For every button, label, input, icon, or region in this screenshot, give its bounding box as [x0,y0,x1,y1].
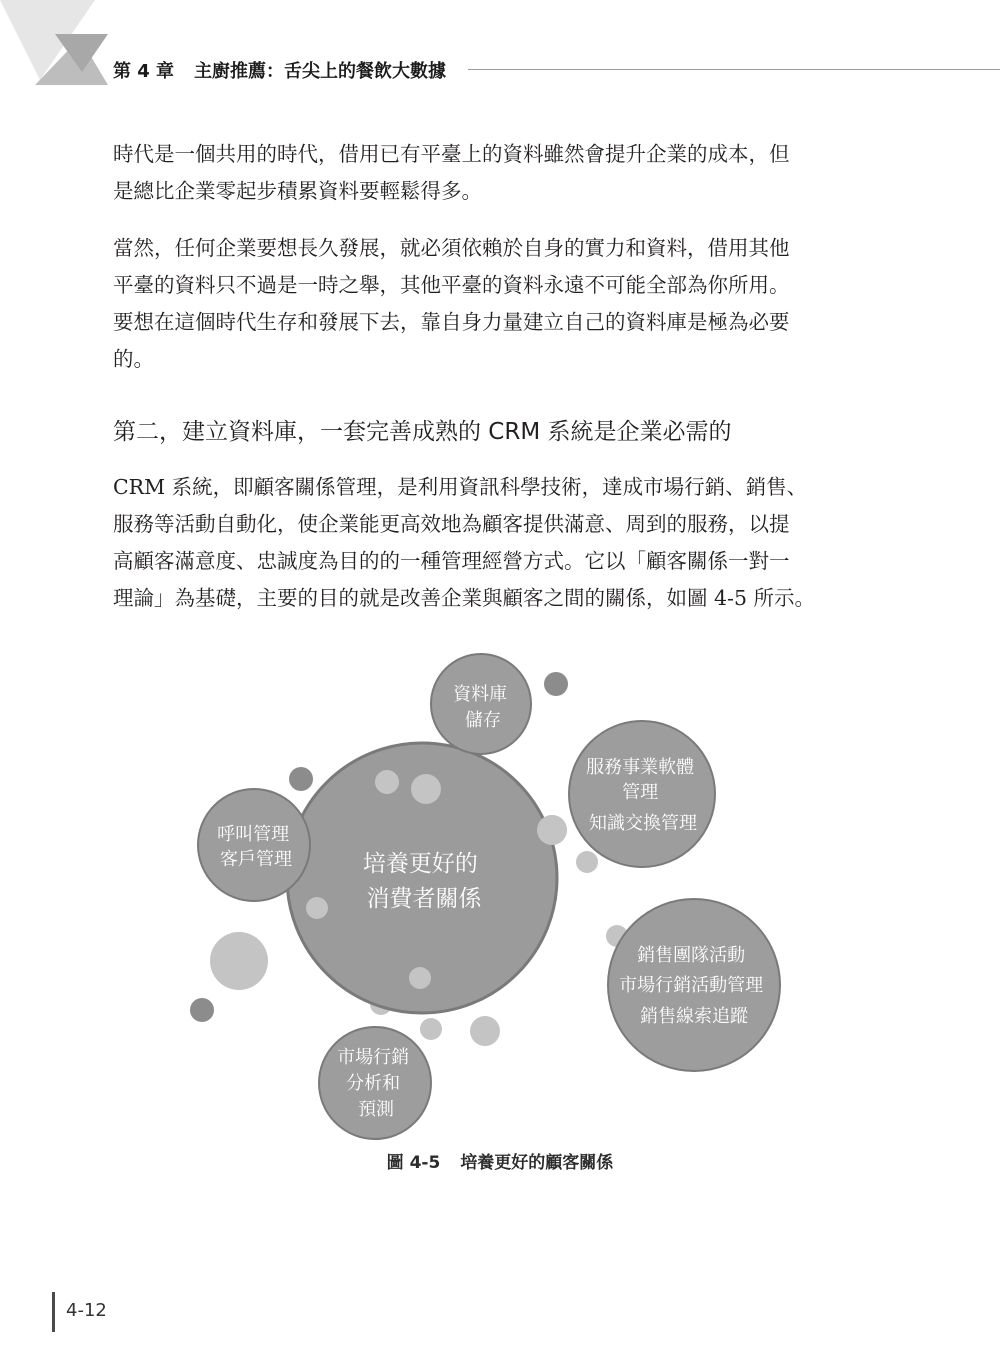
corner-triangle-decoration [0,0,110,90]
sales-bubble-line: 銷售團隊活動 [637,945,746,966]
section-heading: 第二，建立資料庫，一套完善成熟的 CRM 系統是企業必需的 [113,419,732,445]
svg-text:銷售團隊活動 市場行銷活動管理 銷售線索追蹤 [619,945,769,1027]
figure-caption [0,1148,1000,1173]
crm-bubble-diagram [0,630,1000,1150]
page-number-bar [52,1292,55,1332]
chapter-title: 主廚推薦：舌尖上的餐飲大數據 [194,61,447,82]
paragraph-2 [113,230,873,378]
decor-dot [409,967,431,989]
paragraph-1-line: 時代是一個共用的時代，借用已有平臺上的資料雖然會提升企業的成本，但 [113,142,790,166]
figure-caption-label: 圖 4-5 [386,1153,441,1173]
paragraph-2-line: 的。 [113,347,154,371]
decor-dot [411,774,441,804]
sales-bubble-line: 市場行銷活動管理 [619,975,764,996]
call-bubble-line: 呼叫管理 [217,824,290,845]
call-bubble [198,789,310,901]
paragraph-1-line: 是總比企業零起步積累資料要輕鬆得多。 [113,179,482,203]
center-bubble-line: 消費者關係 [366,886,482,912]
decor-dot [470,1016,500,1046]
marketing-bubble-line: 預測 [358,1099,394,1120]
crm-paragraph-line: 理論」為基礎，主要的目的就是改善企業與顧客之間的關係，如圖 4-5 所示。 [113,586,816,610]
crm-paragraph-line: 服務等活動自動化，使企業能更高效地為顧客提供滿意、周到的服務，以提 [113,512,790,536]
chapter-header [113,55,446,85]
decor-dot [375,770,399,794]
service-bubble-line: 服務事業軟體 [586,757,695,778]
decor-dot [544,672,568,696]
decor-dot [420,1018,442,1040]
sales-bubble-line: 銷售線索追蹤 [640,1006,748,1027]
paragraph-1 [113,136,873,210]
service-bubble-line: 管理 [622,782,659,803]
paragraph-2-line: 要想在這個時代生存和發展下去，靠自身力量建立自己的資料庫是極為必要 [113,310,790,334]
page-number: 4-12 [66,1300,107,1321]
crm-paragraph-line: CRM 系統，即顧客關係管理，是利用資訊科學技術，達成市場行銷、銷售、 [113,475,808,499]
header-rule [468,69,1000,70]
crm-paragraph [113,469,873,617]
center-bubble-line: 培養更好的 [362,851,478,877]
chapter-label: 第 4 章 [113,61,175,82]
call-bubble-line: 客戶管理 [220,849,292,870]
decor-dot [537,815,567,845]
marketing-bubble-line: 分析和 [346,1073,401,1094]
figure-caption-title: 培養更好的顧客關係 [460,1153,614,1173]
marketing-bubble-line: 市場行銷 [337,1047,410,1068]
decor-dot [289,767,313,791]
database-bubble-line: 資料庫 [453,684,508,705]
decor-dot [576,851,598,873]
decor-dot [190,998,214,1022]
paragraph-2-line: 當然，任何企業要想長久發展，就必須依賴於自身的實力和資料，借用其他 [113,236,790,260]
decor-dot [306,897,328,919]
crm-paragraph-line: 高顧客滿意度、忠誠度為目的的一種管理經營方式。它以「顧客關係一對一 [113,549,790,573]
database-bubble-line: 儲存 [465,710,501,731]
decor-dot [210,932,268,990]
paragraph-2-line: 平臺的資料只不過是一時之舉，其他平臺的資料永遠不可能全部為你所用。 [113,273,790,297]
service-bubble-line: 知識交換管理 [589,813,697,834]
